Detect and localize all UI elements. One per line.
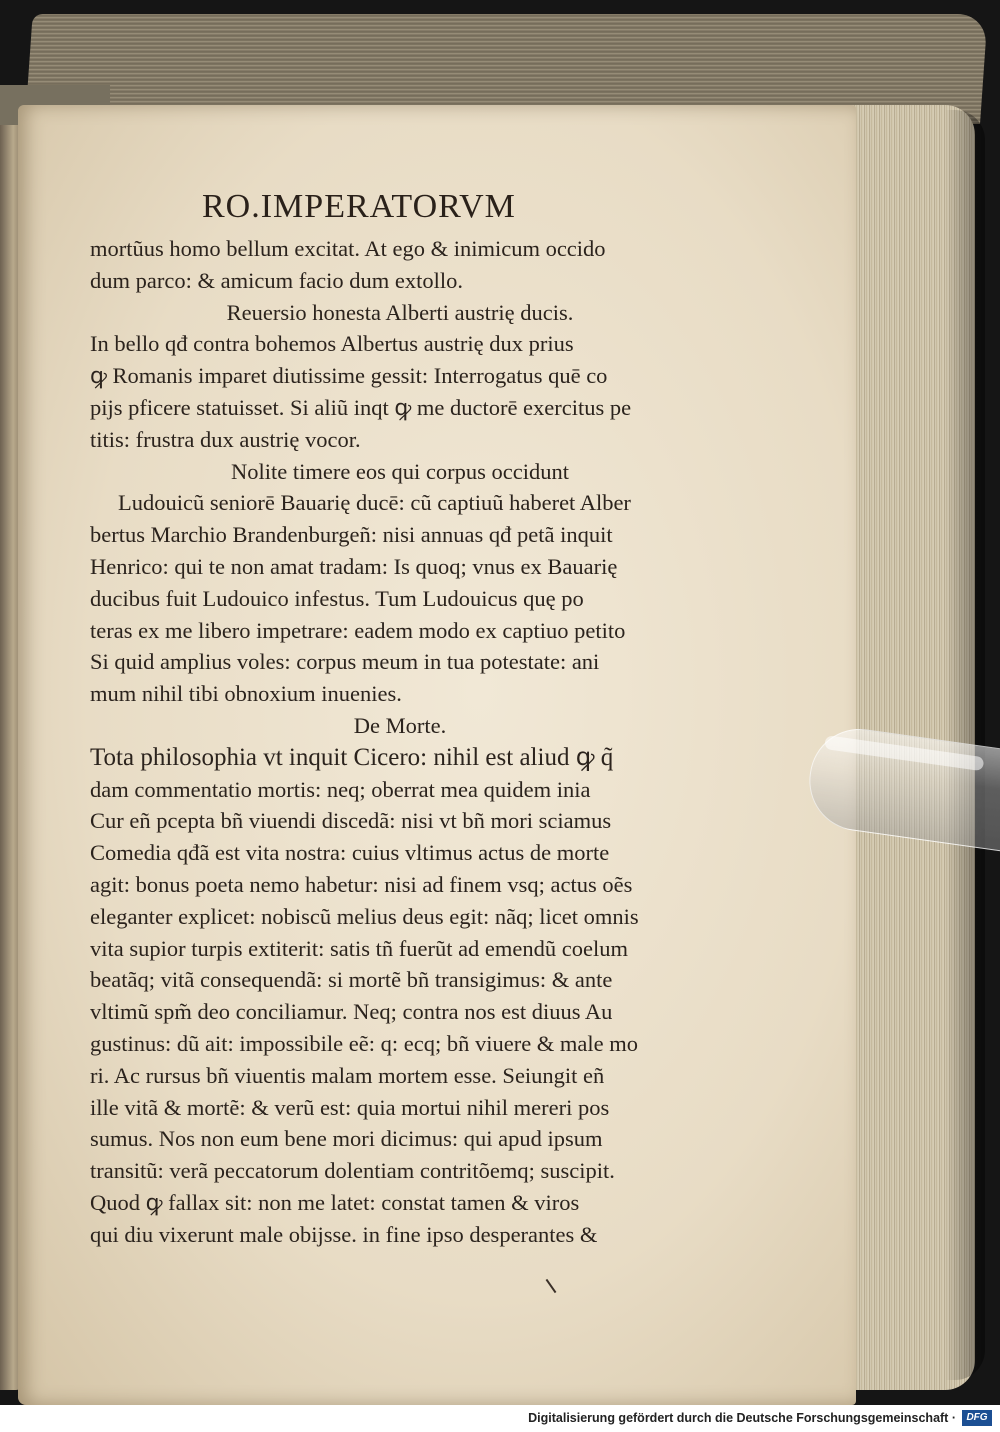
text-line: In bello qđ contra bohemos Albertus austrię dux prius	[90, 331, 574, 357]
dfg-logo: DFG	[962, 1410, 992, 1426]
text-line: Ludouicũ seniorē Bauarię ducē: cũ captiuũ haberet Alber	[118, 490, 631, 516]
text-line: gustinus: dũ ait: impossibile eẽ: q: ecq; bñ viuere & male mo	[90, 1030, 639, 1056]
text-line: vita supior turpis extiterit: satis tñ fuerũt ad emendũ coelum	[90, 935, 629, 961]
text-line: mum nihil tibi obnoxium inuenies.	[90, 681, 402, 707]
text-line: bertus Marchio Brandenburgeñ: nisi annuas qđ petã inquit	[90, 522, 613, 548]
text-line: Tota philosophia vt inquit Cicero: nihil est aliud ꝙ q̃	[90, 743, 614, 771]
text-line: teras ex me libero impetrare: eadem modo ex captiuo petito	[90, 617, 626, 643]
text-line: vltimũ spm̃ deo conciliamur. Neq; contra nos est diuus Au	[90, 999, 613, 1025]
text-line: qui diu vixerunt male obijsse. in fine ipso desperantes &	[90, 1221, 598, 1247]
text-line: Cur eñ pcepta bñ viuendi discedã: nisi vt bñ mori sciamus	[90, 808, 612, 834]
text-line: transitũ: verã peccatorum dolentiam contritõemq; suscipit.	[90, 1158, 615, 1184]
text-line: dam commentatio mortis: neq; oberrat mea quidem inia	[90, 776, 591, 802]
text-line: Nolite timere eos qui corpus occidunt	[230, 458, 570, 484]
page-text	[90, 233, 710, 1251]
running-head: RO.IMPERATORVM	[202, 188, 516, 225]
attribution-bar	[0, 1405, 1000, 1432]
text-line: mortũus homo bellum excitat. At ego & inimicum occido	[90, 236, 606, 261]
text-line: titis: frustra dux austrię vocor.	[90, 426, 361, 452]
text-line: Reuersio honesta Alberti austrię ducis.	[226, 299, 574, 325]
text-line: Quod ꝙ fallax sit: non me latet: constat tamen & viros	[90, 1189, 580, 1215]
text-line: Si quid amplius voles: corpus meum in tua potestate: ani	[90, 649, 600, 675]
text-line: beatãq; vitã consequendã: si mortẽ bñ transigimus: & ante	[90, 967, 613, 993]
funding-credit: Digitalisierung gefördert durch die Deutsche Forschungsgemeinschaft ·	[528, 1411, 956, 1425]
text-line: Henrico: qui te non amat tradam: Is quoq; vnus ex Bauarię	[90, 553, 618, 579]
text-line: Comedia qđã est vita nostra: cuius vltimus actus de morte	[90, 840, 610, 866]
text-line: ille vitã & mortẽ: & verũ est: quia mortui nihil mereri pos	[90, 1094, 610, 1120]
text-line: ri. Ac rursus bñ viuentis malam mortem esse. Seiungit eñ	[90, 1062, 605, 1088]
text-line: eleganter explicet: nobiscũ melius deus egit: nãq; licet omnis	[90, 903, 639, 929]
text-line: pijs pficere statuisset. Si aliũ inqt ꝙ me ductorē exercitus pe	[90, 394, 632, 420]
text-line: De Morte.	[353, 712, 447, 738]
text-line: ducibus fuit Ludouico infestus. Tum Ludouicus quę po	[90, 585, 584, 611]
text-line: dum parco: & amicum facio dum extollo.	[90, 267, 464, 293]
text-line: sumus. Nos non eum bene mori dicimus: qui apud ipsum	[90, 1126, 603, 1152]
text-line: agit: bonus poeta nemo habetur: nisi ad finem vsq; actus oẽs	[90, 871, 633, 897]
text-line: ꝙ Romanis imparet diutissime gessit: Interrogatus quē co	[90, 363, 608, 389]
